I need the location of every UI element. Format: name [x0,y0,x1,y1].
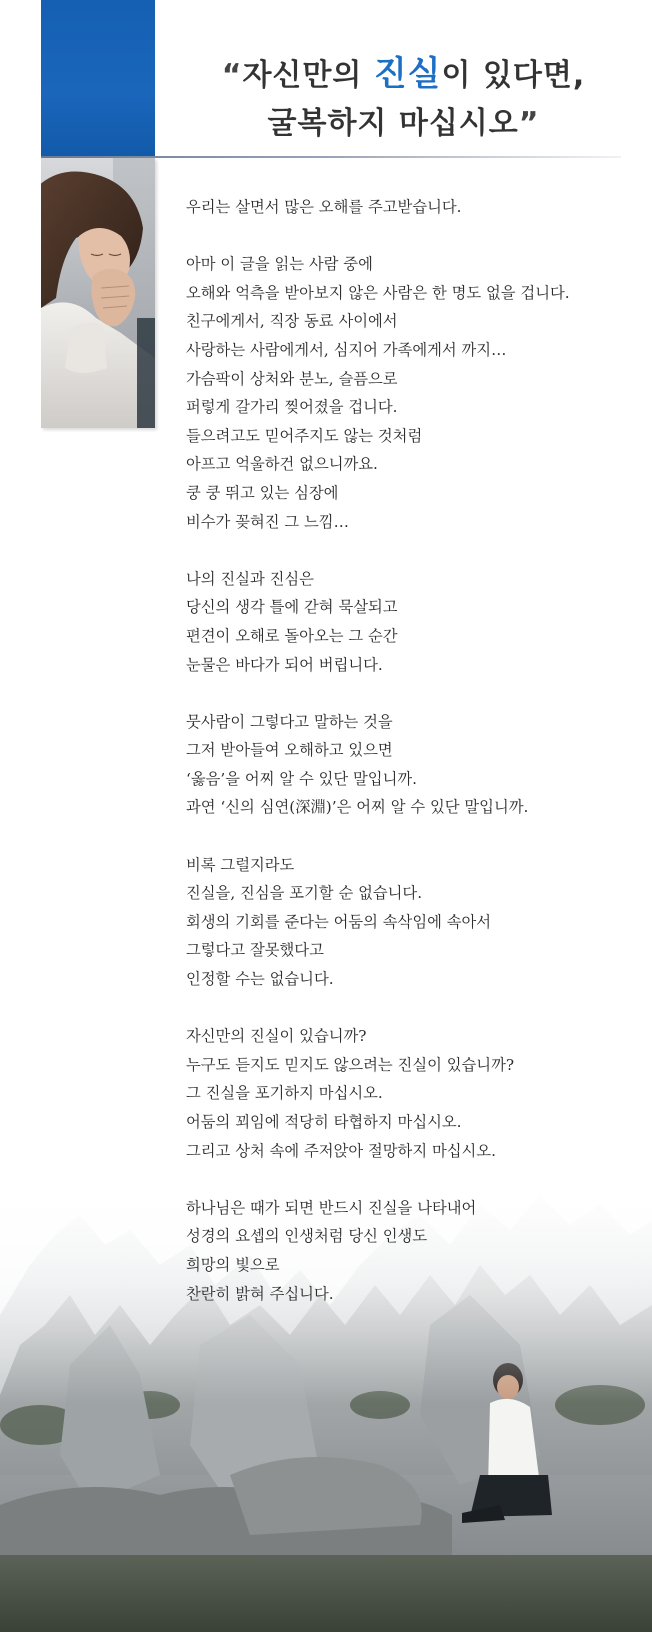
text-line: 어둠의 꾀임에 적당히 타협하지 마십시오. [186,1113,462,1131]
text-line: 그 진실을 포기하지 마십시오. [186,1084,383,1103]
title-line-2 [155,100,652,148]
blue-accent-band [41,0,155,158]
body-text [186,193,626,1308]
text-line: 성경의 요셉의 인생처럼 당신 인생도 [186,1227,428,1246]
text-line: 퍼렇게 갈가리 찢어졌을 겁니다. [186,398,398,417]
text-line: 과연 ‘신의 심연(深淵)’은 어찌 알 수 있단 말입니까. [186,798,529,817]
title-accent-word: 진실 [373,54,442,94]
text-line: 자신만의 진실이 있습니까? [186,1027,367,1046]
title-line2-text: 굴복하지 마십시오 [267,106,519,141]
text-line: 인정할 수는 없습니다. [186,970,334,989]
text-line: 들으려고도 믿어주지도 않는 것처럼 [186,426,423,445]
text-line: 뭇사람이 그렇다고 말하는 것을 [186,712,393,731]
paragraph-3 [186,565,626,679]
text-line: 당신의 생각 틀에 갇혀 묵살되고 [186,598,398,617]
text-line: 친구에게서, 직장 동료 사이에서 [186,312,398,331]
text-line: 희망의 빛으로 [186,1255,280,1274]
text-line: 비록 그럴지라도 [186,855,295,874]
paragraph-7 [186,1194,626,1308]
paragraph-1 [186,193,626,222]
text-line: 쿵 쿵 뛰고 있는 심장에 [186,483,339,502]
praying-woman-photo [41,158,155,428]
text-line: 하나님은 때가 되면 반드시 진실을 나타내어 [186,1198,477,1217]
text-line: 사랑하는 사람에게서, 심지어 가족에게서 까지… [186,340,507,359]
open-quote: “ [221,58,243,93]
paragraph-2 [186,250,626,536]
title-line-1 [155,50,652,100]
title-line1-post: 이 있다면, [441,58,586,93]
text-line: 그렇다고 잘못했다고 [186,941,324,960]
text-line: 비수가 꽂혀진 그 느낌… [186,512,349,531]
text-line: 그저 받아들여 오해하고 있으면 [186,741,393,760]
title-line1-pre: 자신만의 [242,58,374,93]
text-line: ‘옳음’을 어찌 알 수 있단 말입니까. [186,769,417,788]
text-line: 가슴팍이 상처와 분노, 슬픔으로 [186,369,398,388]
text-line: 오해와 억측을 받아보지 않은 사람은 한 명도 없을 겁니다. [186,283,570,302]
text-line: 누구도 듣지도 믿지도 않으려는 진실이 있습니까? [186,1055,515,1074]
page-title [155,50,652,148]
text-line: 나의 진실과 진심은 [186,569,314,588]
text-line: 회생의 기회를 준다는 어둠의 속삭임에 속아서 [186,912,492,931]
text-line: 찬란히 밝혀 주십니다. [186,1284,334,1303]
text-line: 우리는 살면서 많은 오해를 주고받습니다. [186,198,462,216]
text-line: 진실을, 진심을 포기할 순 없습니다. [186,884,423,903]
paragraph-4 [186,708,626,822]
paragraph-6 [186,1022,626,1165]
text-line: 눈물은 바다가 되어 버립니다. [186,655,383,674]
close-quote: ” [518,106,540,141]
text-line: 아마 이 글을 읽는 사람 중에 [186,255,373,274]
paragraph-5 [186,851,626,994]
praying-woman-illustration [41,158,155,428]
text-line: 그리고 상처 속에 주저앉아 절망하지 마십시오. [186,1141,496,1160]
text-line: 아프고 억울하건 없으니까요. [186,455,378,474]
text-line: 편견이 오해로 돌아오는 그 순간 [186,626,398,645]
